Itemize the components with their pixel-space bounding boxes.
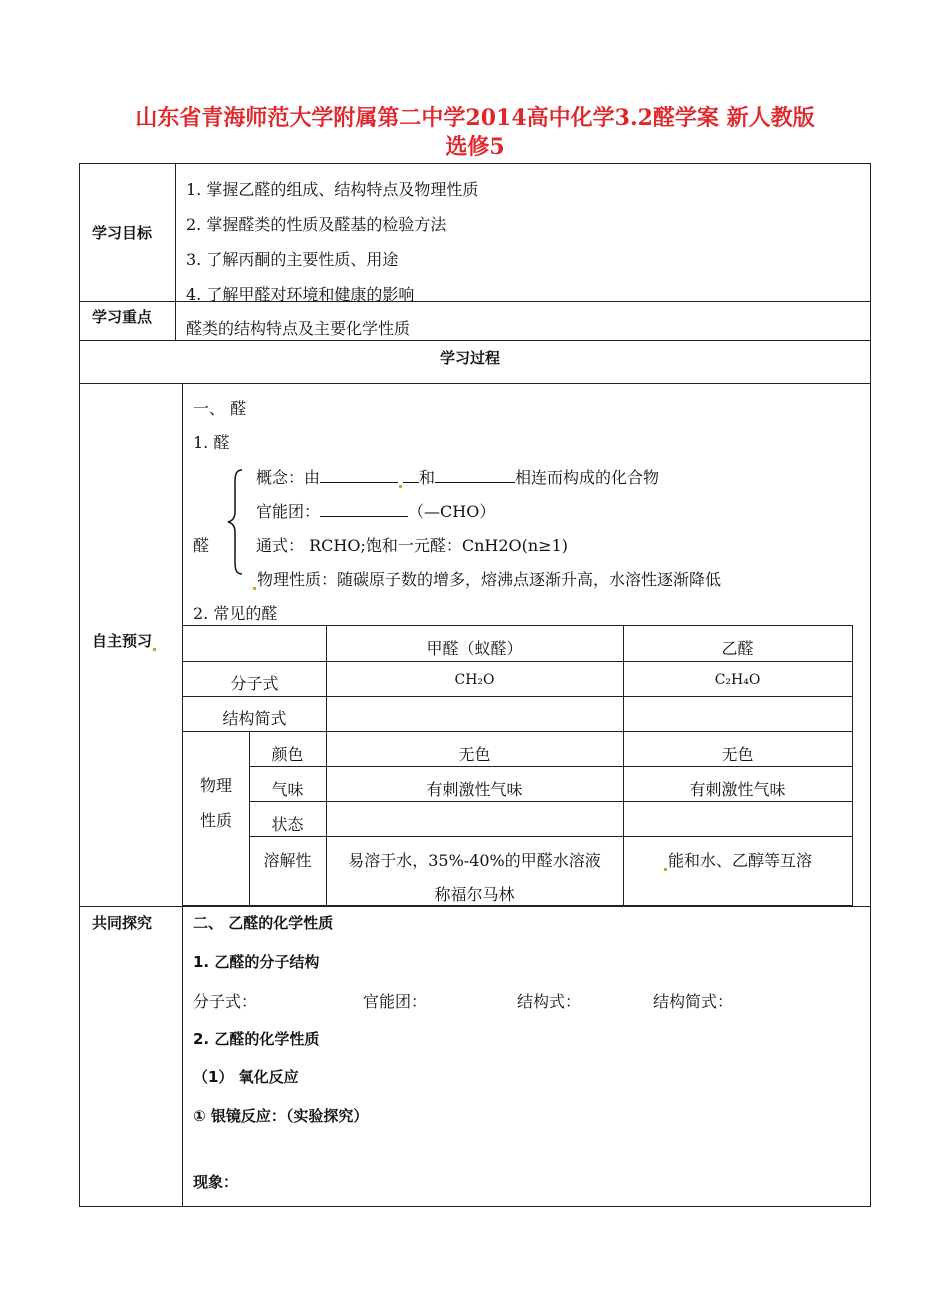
functional-blank[interactable] — [320, 502, 408, 517]
field-molecular-formula: 分子式： — [193, 992, 258, 1011]
phenomenon-label: 现象： — [193, 1173, 239, 1191]
field-structural-formula: 结构式： — [517, 992, 582, 1011]
goal-item: 3. 了解丙酮的主要性质、用途 — [186, 250, 399, 269]
oxidation-reaction: （1） 氧化反应 — [193, 1068, 299, 1086]
preview-label-text: 自主预习 — [92, 632, 153, 650]
preview-label — [92, 630, 157, 651]
title-line-1: 山东省青海师范大学附属第二中学2014高中化学3.2醛学案 新人教版 — [135, 105, 815, 131]
formaldehyde-odor: 有刺激性气味 — [426, 780, 523, 799]
marker-dot — [664, 868, 667, 871]
focus-text: 醛类的结构特点及主要化学性质 — [186, 319, 411, 338]
preview-section-title: 一、 醛 — [193, 399, 247, 418]
process-header: 学习过程 — [440, 349, 501, 367]
focus-label: 学习重点 — [92, 308, 153, 326]
row-state-label: 状态 — [271, 815, 304, 834]
functional-prefix: 官能团： — [256, 502, 321, 521]
row-structure-label: 结构简式 — [222, 709, 287, 728]
concept-blank-1b[interactable] — [403, 468, 419, 483]
acetaldehyde-solubility — [623, 848, 852, 871]
row-odor-label: 气味 — [271, 780, 304, 799]
field-simplified-structure: 结构简式： — [653, 992, 734, 1011]
marker-dot — [153, 648, 156, 651]
group-physical-1: 物理 — [199, 776, 232, 795]
goal-item: 2. 掌握醛类的性质及醛基的检验方法 — [186, 215, 447, 234]
explore-sub1: 1. 乙醛的分子结构 — [193, 953, 320, 971]
concept-line — [256, 465, 659, 488]
acetaldehyde-odor: 有刺激性气味 — [689, 780, 786, 799]
concept-blank-1[interactable] — [320, 468, 398, 483]
explore-sub2: 2. 乙醛的化学性质 — [193, 1030, 320, 1048]
row-formula-label: 分子式 — [230, 674, 279, 693]
explore-section-title: 二、 乙醛的化学性质 — [193, 914, 334, 932]
marker-dot — [253, 587, 256, 590]
row-solubility-label: 溶解性 — [263, 851, 312, 870]
concept-mid: 和 — [419, 468, 436, 487]
col-formaldehyde: 甲醛（蚁醛） — [426, 639, 523, 658]
general-formula-line: 通式： RCHO;饱和一元醛：CnH2O(n≥1) — [256, 536, 569, 555]
goals-label: 学习目标 — [92, 224, 153, 242]
functional-group-line — [256, 499, 495, 522]
physical-text: 物理性质：随碳原子数的增多，熔沸点逐渐升高，水溶性逐渐降低 — [257, 570, 722, 589]
silver-mirror-reaction: ① 银镜反应：（实验探究） — [193, 1107, 369, 1125]
concept-suffix: 相连而构成的化合物 — [515, 468, 660, 487]
document-title — [80, 104, 870, 162]
goal-item: 1. 掌握乙醛的组成、结构特点及物理性质 — [186, 180, 479, 199]
physical-property-line — [252, 567, 721, 590]
concept-blank-2[interactable] — [435, 468, 515, 483]
group-physical-2: 性质 — [199, 811, 232, 830]
preview-sub2: 2. 常见的醛 — [193, 604, 278, 623]
acetaldehyde-formula: C₂H₄O — [714, 672, 761, 688]
explore-label: 共同探究 — [92, 914, 153, 932]
formaldehyde-color: 无色 — [458, 745, 491, 764]
curly-brace-icon — [226, 468, 244, 576]
formaldehyde-solubility-1: 易溶于水，35%-40%的甲醛水溶液 — [348, 851, 601, 870]
acetaldehyde-color: 无色 — [721, 745, 754, 764]
brace-label: 醛 — [193, 536, 210, 555]
formaldehyde-solubility-2: 称福尔马林 — [434, 885, 515, 904]
concept-prefix: 概念：由 — [256, 468, 321, 487]
marker-dot — [399, 485, 402, 488]
functional-suffix: （—CHO） — [408, 502, 496, 521]
preview-sub1: 1. 醛 — [193, 433, 230, 452]
formaldehyde-formula: CH₂O — [454, 672, 495, 688]
goal-item: 4. 了解甲醛对环境和健康的影响 — [186, 285, 415, 304]
title-line-2: 选修5 — [445, 134, 505, 160]
acetaldehyde-solubility-text: 能和水、乙醇等互溶 — [667, 851, 812, 870]
col-acetaldehyde: 乙醛 — [721, 639, 754, 658]
field-functional-group: 官能团： — [363, 992, 428, 1011]
row-color-label: 颜色 — [271, 745, 304, 764]
